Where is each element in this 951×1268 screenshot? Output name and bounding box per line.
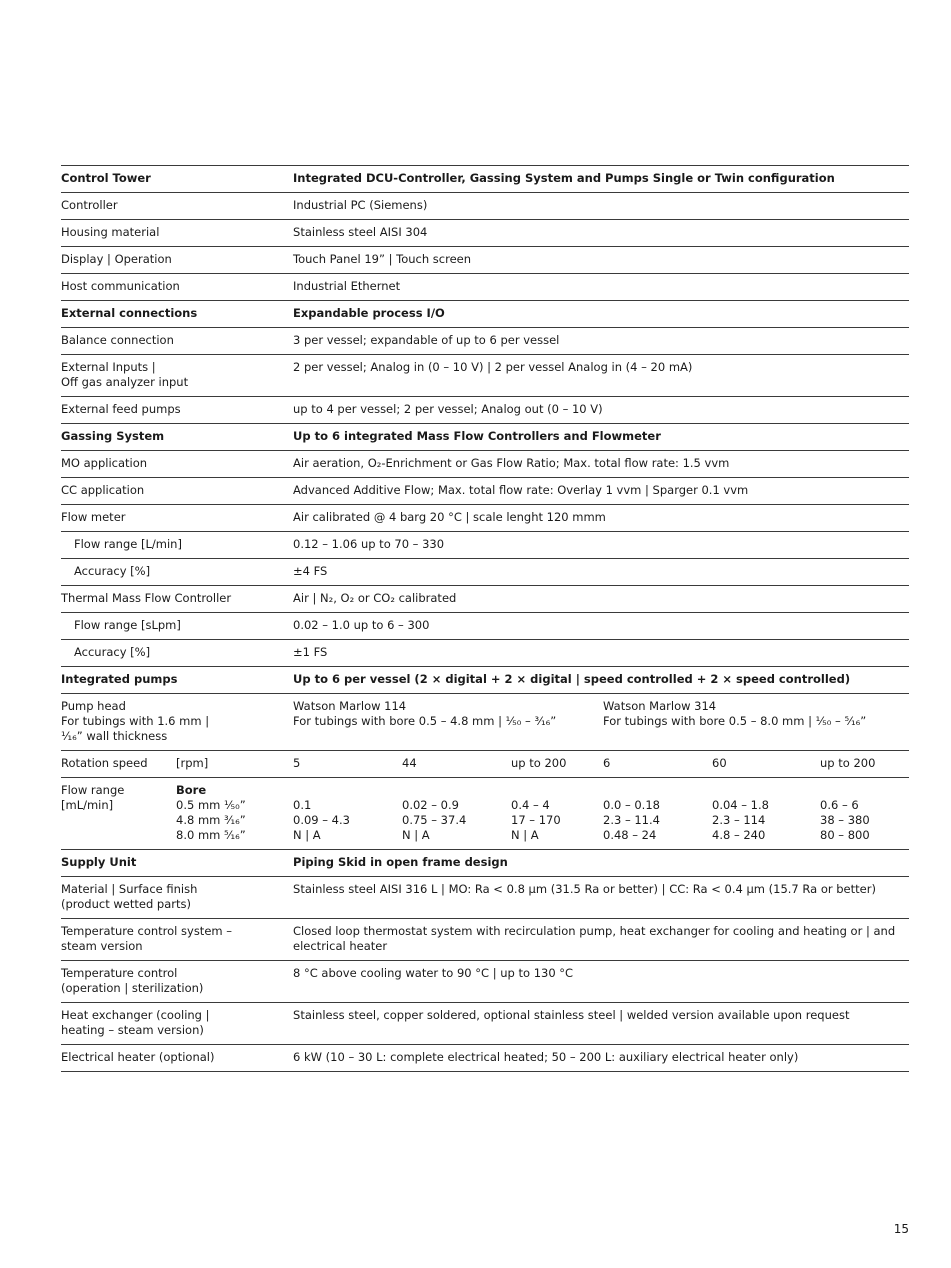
row-label: Accuracy [%] — [61, 559, 293, 586]
spec-row — [61, 193, 909, 220]
label-line: Temperature control — [61, 966, 178, 980]
spec-row — [61, 850, 909, 877]
row-label: Electrical heater (optional) — [61, 1045, 293, 1072]
row-label: Integrated pumps — [61, 667, 293, 694]
label-line: Temperature control system – — [61, 924, 233, 938]
row-value: Industrial PC (Siemens) — [293, 193, 909, 220]
pump-line: For tubings with bore 0.5 – 8.0 mm | ¹⁄₅₀ – ⁵⁄₁₆” — [603, 714, 867, 728]
flow-value: 17 – 170 — [511, 813, 561, 827]
flow-col — [293, 778, 402, 850]
spec-table — [61, 165, 909, 1072]
rotation-value: 44 — [402, 751, 511, 778]
label-line: (operation | sterilization) — [61, 981, 204, 995]
rotation-value: up to 200 — [511, 751, 603, 778]
value-line: Closed loop thermostat system with recirculation pump, heat exchanger for cooling and heating or | and — [293, 924, 896, 938]
spec-row — [61, 559, 909, 586]
rotation-value: 60 — [712, 751, 820, 778]
label-line: heating – steam version) — [61, 1023, 204, 1037]
row-value: Piping Skid in open frame design — [293, 850, 909, 877]
spec-row — [61, 640, 909, 667]
flow-value: N | A — [511, 828, 539, 842]
row-value: Expandable process I/O — [293, 301, 909, 328]
row-label: Controller — [61, 193, 293, 220]
row-value: ±1 FS — [293, 640, 909, 667]
pump-114 — [293, 694, 603, 751]
row-value: Industrial Ethernet — [293, 274, 909, 301]
unit-label: [rpm] — [176, 751, 293, 778]
spec-row — [61, 397, 909, 424]
spec-row — [61, 505, 909, 532]
label-line: Material | Surface finish — [61, 882, 198, 896]
rotation-value: 5 — [293, 751, 402, 778]
flow-value: 0.4 – 4 — [511, 798, 550, 812]
spec-row — [61, 919, 909, 961]
label-line: steam version — [61, 939, 143, 953]
row-value: Air calibrated @ 4 barg 20 °C | scale lenght 120 mmm — [293, 505, 909, 532]
row-label — [61, 877, 293, 919]
label-line: External Inputs | — [61, 360, 156, 374]
row-label — [61, 694, 293, 751]
flow-col — [402, 778, 511, 850]
flow-value: 4.8 – 240 — [712, 828, 766, 842]
row-label — [61, 778, 176, 850]
bore-title: Bore — [176, 783, 207, 797]
spec-row — [61, 961, 909, 1003]
flow-value: N | A — [293, 828, 321, 842]
row-label: Thermal Mass Flow Controller — [61, 586, 293, 613]
row-label: CC application — [61, 478, 293, 505]
bore-list — [176, 778, 293, 850]
spec-row — [61, 1003, 909, 1045]
row-label: Accuracy [%] — [61, 640, 293, 667]
spec-row — [61, 166, 909, 193]
row-value: Touch Panel 19” | Touch screen — [293, 247, 909, 274]
rotation-value: 6 — [603, 751, 712, 778]
flow-col — [712, 778, 820, 850]
flow-value: 0.6 – 6 — [820, 798, 859, 812]
row-label — [61, 961, 293, 1003]
row-value: 3 per vessel; expandable of up to 6 per vessel — [293, 328, 909, 355]
row-value: 8 °C above cooling water to 90 °C | up to 130 °C — [293, 961, 909, 1003]
bore-size: 0.5 mm ¹⁄₅₀” — [176, 798, 246, 812]
flow-col — [511, 778, 603, 850]
label-line: ¹⁄₁₆” wall thickness — [61, 729, 168, 743]
pump-line: For tubings with bore 0.5 – 4.8 mm | ¹⁄₅₀ – ³⁄₁₆” — [293, 714, 557, 728]
label-line: Off gas analyzer input — [61, 375, 189, 389]
row-value: 6 kW (10 – 30 L: complete electrical heated; 50 – 200 L: auxiliary electrical heater only) — [293, 1045, 909, 1072]
flow-value: 38 – 380 — [820, 813, 870, 827]
spec-row — [61, 220, 909, 247]
spec-row — [61, 667, 909, 694]
row-label: Control Tower — [61, 166, 293, 193]
spec-row — [61, 274, 909, 301]
spec-row — [61, 451, 909, 478]
row-value: Integrated DCU-Controller, Gassing System and Pumps Single or Twin configuration — [293, 166, 909, 193]
row-label — [61, 919, 293, 961]
flow-value: 0.09 – 4.3 — [293, 813, 350, 827]
flow-value: 80 – 800 — [820, 828, 870, 842]
row-value: up to 4 per vessel; 2 per vessel; Analog out (0 – 10 V) — [293, 397, 909, 424]
pump-line: Watson Marlow 314 — [603, 699, 717, 713]
flow-col — [603, 778, 712, 850]
bore-size: 8.0 mm ⁵⁄₁₆” — [176, 828, 246, 842]
label-line: (product wetted parts) — [61, 897, 191, 911]
spec-row — [61, 478, 909, 505]
row-value: Stainless steel, copper soldered, optional stainless steel | welded version available upon request — [293, 1003, 909, 1045]
flowrange-row — [61, 778, 909, 850]
spec-row — [61, 301, 909, 328]
rotation-value: up to 200 — [820, 751, 909, 778]
row-label: Host communication — [61, 274, 293, 301]
row-value: Air | N₂, O₂ or CO₂ calibrated — [293, 586, 909, 613]
spec-row — [61, 586, 909, 613]
pump-line: Watson Marlow 114 — [293, 699, 407, 713]
flow-value: 2.3 – 11.4 — [603, 813, 660, 827]
label-line: Flow range — [61, 783, 125, 797]
flow-value: N | A — [402, 828, 430, 842]
spec-row — [61, 877, 909, 919]
row-label: Flow range [sLpm] — [61, 613, 293, 640]
flow-value: 0.1 — [293, 798, 312, 812]
row-value: 2 per vessel; Analog in (0 – 10 V) | 2 per vessel Analog in (4 – 20 mA) — [293, 355, 909, 397]
row-label: MO application — [61, 451, 293, 478]
row-label: Rotation speed — [61, 751, 176, 778]
flow-col — [820, 778, 909, 850]
spec-row — [61, 424, 909, 451]
row-label — [61, 355, 293, 397]
row-label: Balance connection — [61, 328, 293, 355]
spec-row — [61, 1045, 909, 1072]
row-label: External connections — [61, 301, 293, 328]
row-label: Gassing System — [61, 424, 293, 451]
spec-row — [61, 328, 909, 355]
flow-value: 0.04 – 1.8 — [712, 798, 769, 812]
flow-value: 0.48 – 24 — [603, 828, 657, 842]
flow-value: 0.0 – 0.18 — [603, 798, 660, 812]
label-line: Heat exchanger (cooling | — [61, 1008, 210, 1022]
row-value: 0.12 – 1.06 up to 70 – 330 — [293, 532, 909, 559]
row-value: Stainless steel AISI 304 — [293, 220, 909, 247]
row-label: Flow range [L/min] — [61, 532, 293, 559]
row-value: Stainless steel AISI 316 L | MO: Ra < 0.8 µm (31.5 Ra or better) | CC: Ra < 0.4 µm (15.7 Ra or better) — [293, 877, 909, 919]
pump-314 — [603, 694, 909, 751]
spec-row — [61, 247, 909, 274]
flow-value: 0.02 – 0.9 — [402, 798, 459, 812]
row-value: Air aeration, O₂-Enrichment or Gas Flow Ratio; Max. total flow rate: 1.5 vvm — [293, 451, 909, 478]
label-line: [mL/min] — [61, 798, 114, 812]
row-label: Supply Unit — [61, 850, 293, 877]
spec-row — [61, 532, 909, 559]
row-label: Display | Operation — [61, 247, 293, 274]
row-label: Flow meter — [61, 505, 293, 532]
page-number: 15 — [893, 1222, 909, 1236]
row-label: Housing material — [61, 220, 293, 247]
row-value: 0.02 – 1.0 up to 6 – 300 — [293, 613, 909, 640]
row-value: ±4 FS — [293, 559, 909, 586]
row-value — [293, 919, 909, 961]
bore-size: 4.8 mm ³⁄₁₆” — [176, 813, 246, 827]
row-label — [61, 1003, 293, 1045]
row-value: Up to 6 per vessel (2 × digital + 2 × digital | speed controlled + 2 × speed controlled) — [293, 667, 909, 694]
rotation-row — [61, 751, 909, 778]
flow-value: 2.3 – 114 — [712, 813, 766, 827]
spec-row — [61, 613, 909, 640]
value-line: electrical heater — [293, 939, 388, 953]
pump-head-row — [61, 694, 909, 751]
flow-value: 0.75 – 37.4 — [402, 813, 467, 827]
label-line: Pump head — [61, 699, 126, 713]
spec-row — [61, 355, 909, 397]
row-value: Up to 6 integrated Mass Flow Controllers and Flowmeter — [293, 424, 909, 451]
label-line: For tubings with 1.6 mm | — [61, 714, 210, 728]
row-value: Advanced Additive Flow; Max. total flow rate: Overlay 1 vvm | Sparger 0.1 vvm — [293, 478, 909, 505]
row-label: External feed pumps — [61, 397, 293, 424]
